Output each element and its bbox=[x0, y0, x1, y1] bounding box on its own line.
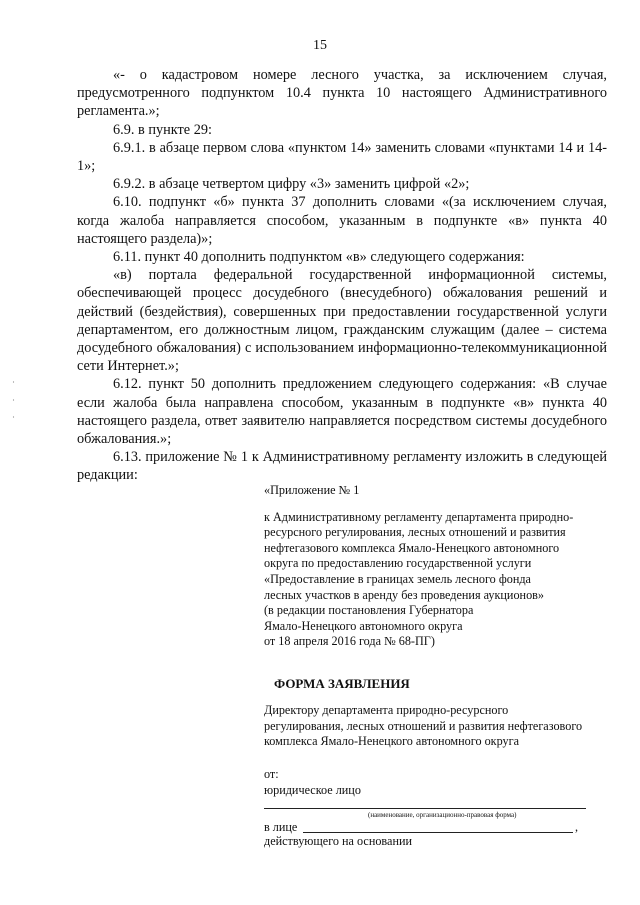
appendix-line: лесных участков в аренду без проведения аукционов» bbox=[264, 587, 545, 602]
appendix-line: округа по предоставлению государственной услуги bbox=[264, 556, 532, 571]
entity-type: юридическое лицо bbox=[264, 782, 361, 797]
paragraph-cadastral-number: «- о кадастровом номере лесного участка, за исключением случая, предусмотренного подпунктом 10.4 пункта 10 настоящего Административного регламента.»; bbox=[77, 67, 607, 120]
paragraph-6-9: 6.9. в пункте 29: bbox=[113, 121, 212, 138]
paragraph-6-10: 6.10. подпункт «б» пункта 37 дополнить словами «(за исключением случая, когда жалоба направляется способом, указанным в подпункте «в» пункта 40 настоящего раздела)»; bbox=[77, 194, 607, 247]
appendix-line: (в редакции постановления Губернатора bbox=[264, 603, 474, 618]
representative-comma: , bbox=[575, 820, 579, 834]
paragraph-6-11: 6.11. пункт 40 дополнить подпунктом «в» следующего содержания: bbox=[113, 249, 525, 266]
paragraph-6-12: 6.12. пункт 50 дополнить предложением следующего содержания: «В случае если жалоба была направлена способом, указанным в подпункте «в» пункта 40 настоящего раздела, ответ заявителю направляется посредством системы досудебного обжалования.»; bbox=[77, 376, 607, 448]
appendix-line: от 18 апреля 2016 года № 68-ПГ) bbox=[264, 634, 435, 649]
appendix-line: «Предоставление в границах земель лесного фонда bbox=[264, 571, 531, 586]
from-label: от: bbox=[264, 767, 279, 781]
scan-speck bbox=[13, 416, 14, 417]
addressee-block bbox=[264, 703, 614, 750]
paragraph-6-13: 6.13. приложение № 1 к Административному регламенту изложить в следующей редакции: bbox=[77, 449, 607, 484]
appendix-reference bbox=[264, 510, 614, 650]
in-person-label: в лице bbox=[264, 820, 298, 834]
appendix-line: нефтегазового комплекса Ямало-Ненецкого автономного bbox=[264, 540, 560, 555]
appendix-header bbox=[264, 483, 614, 650]
page-number: 15 bbox=[313, 38, 327, 53]
scan-speck bbox=[13, 399, 14, 400]
paragraph-subitem-v: «в) портала федеральной государственной информационной системы, обеспечивающей процесс досудебного (внесудебного) обжалования решений и действий (бездействия), совершенных при предоставлении государственной услуги департаментом, его должностным лицом, гражданским служащим (далее – система досудебного обжалования) с использованием информационно-телекоммуникационной сети Интернет.»; bbox=[77, 267, 607, 375]
appendix-heading: «Приложение № 1 bbox=[264, 483, 360, 497]
appendix-line: к Административному регламенту департамента природно- bbox=[264, 509, 574, 524]
form-title: ФОРМА ЗАЯВЛЕНИЯ bbox=[274, 676, 410, 691]
addressee-line: регулирования, лесных отношений и развития нефтегазового bbox=[264, 718, 583, 733]
appendix-line: ресурсного регулирования, лесных отношений и развития bbox=[264, 525, 566, 540]
representative-line bbox=[303, 832, 573, 833]
amendment-text bbox=[77, 66, 607, 485]
applicant-block bbox=[264, 767, 361, 798]
entity-name-caption: (наименование, организационно-правовая форма) bbox=[368, 811, 517, 819]
entity-name-line bbox=[264, 808, 586, 809]
appendix-line: Ямало-Ненецкого автономного округа bbox=[264, 618, 463, 633]
acting-basis-label: действующего на основании bbox=[264, 834, 413, 848]
addressee-line: комплекса Ямало-Ненецкого автономного округа bbox=[264, 734, 520, 749]
scan-speck bbox=[13, 381, 14, 382]
scan-specks bbox=[12, 380, 15, 420]
paragraph-6-9-2: 6.9.2. в абзаце четвертом цифру «3» заменить цифрой «2»; bbox=[113, 176, 470, 193]
addressee-line: Директору департамента природно-ресурсного bbox=[264, 703, 509, 717]
paragraph-6-9-1: 6.9.1. в абзаце первом слова «пунктом 14» заменить словами «пунктами 14 и 14-1»; bbox=[77, 139, 607, 175]
